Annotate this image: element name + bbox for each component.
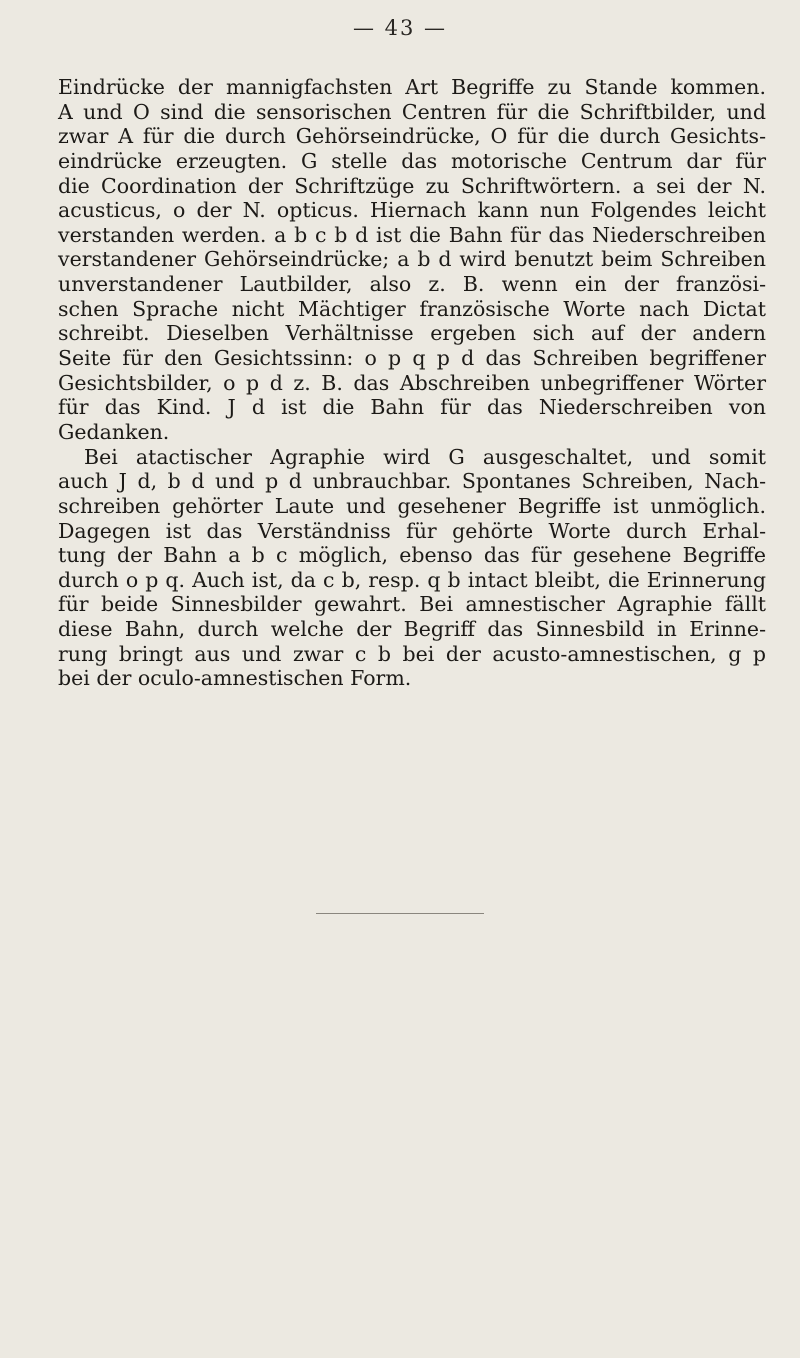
text-line: unverstandener Lautbilder, also z. B. wenn ein der französi- — [58, 272, 766, 297]
page-number: — 43 — — [352, 16, 448, 40]
text-line: Bei atactischer Agraphie wird G ausgeschaltet, und somit — [84, 444, 766, 469]
text-line: Dagegen ist das Verständniss für gehörte Worte durch Erhal- — [58, 518, 766, 543]
text-line: bei der oculo-amnestischen Form. — [58, 666, 412, 691]
text-line: verstanden werden. a b c b d ist die Bahn für das Niederschreiben — [58, 222, 766, 247]
text-line: schreiben gehörter Laute und gesehener Begriffe ist unmöglich. — [58, 493, 766, 518]
text-line: Seite für den Gesichtssinn: o p q p d das Schreiben begriffener — [58, 346, 766, 371]
text-line: die Coordination der Schriftzüge zu Schriftwörtern. a sei der N. — [58, 173, 766, 198]
text-line: Eindrücke der mannigfachsten Art Begriffe zu Stande kommen. — [58, 75, 766, 99]
text-line: Gesichtsbilder, o p d z. B. das Abschreiben unbegriffener Wörter — [58, 370, 766, 395]
text-line: für das Kind. J d ist die Bahn für das Niederschreiben von — [58, 395, 766, 420]
paragraph-1 — [58, 75, 766, 445]
text-line: A und O sind die sensorischen Centren für die Schriftbilder, und — [58, 99, 766, 124]
section-divider — [316, 913, 484, 914]
text-line: für beide Sinnesbilder gewahrt. Bei amnestischer Agraphie fällt — [58, 592, 766, 617]
text-line: acusticus, o der N. opticus. Hiernach kann nun Folgendes leicht — [58, 198, 766, 223]
body-text — [58, 75, 766, 691]
paragraph-2 — [58, 445, 766, 691]
text-line: diese Bahn, durch welche der Begriff das Sinnesbild in Erinne- — [58, 617, 766, 642]
text-line: Gedanken. — [58, 419, 170, 444]
text-line: schen Sprache nicht Mächtiger französische Worte nach Dictat — [58, 296, 766, 321]
text-line: auch J d, b d und p d unbrauchbar. Spontanes Schreiben, Nach- — [58, 469, 766, 494]
text-line: eindrücke erzeugten. G stelle das motorische Centrum dar für — [58, 148, 766, 173]
text-line: rung bringt aus und zwar c b bei der acusto-amnestischen, g p — [58, 641, 766, 666]
text-line: durch o p q. Auch ist, da c b, resp. q b intact bleibt, die Erinnerung — [58, 567, 766, 592]
text-line: schreibt. Dieselben Verhältnisse ergeben sich auf der andern — [58, 321, 766, 346]
text-line: zwar A für die durch Gehörseindrücke, O für die durch Gesichts- — [58, 124, 766, 149]
text-line: tung der Bahn a b c möglich, ebenso das für gesehene Begriffe — [58, 543, 766, 568]
text-line: verstandener Gehörseindrücke; a b d wird benutzt beim Schreiben — [58, 247, 766, 272]
